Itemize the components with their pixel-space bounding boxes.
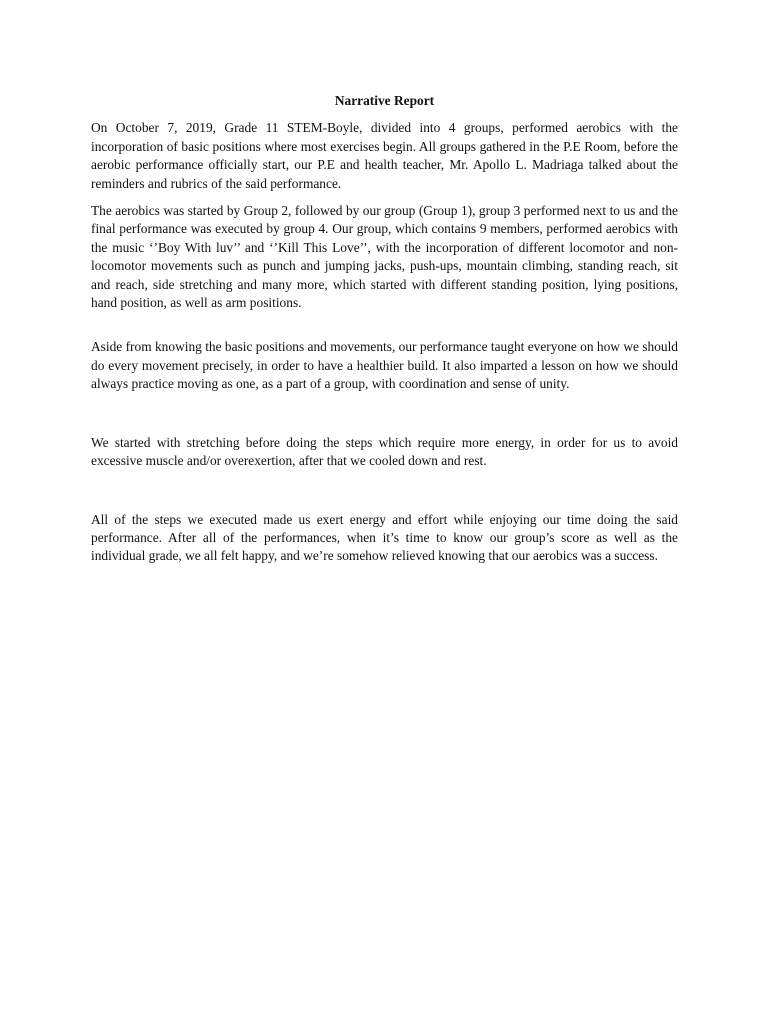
document-body bbox=[91, 92, 678, 566]
paragraph-performance-order: The aerobics was started by Group 2, followed by our group (Group 1), group 3 performed next to us and the final performance was executed by group 4. Our group, which contains 9 members, performed aerobics with the music ‘’Boy With luv’’ and ‘’Kill This Love’’, with the incorporation of different locomotor and non-locomotor movements such as punch and jumping jacks, push-ups, mountain climbing, standing reach, sit and reach, side stretching and many more, which started with different standing position, lying positions, hand position, as well as arm positions. bbox=[91, 203, 678, 311]
paragraph-conclusion: All of the steps we executed made us exert energy and effort while enjoying our time doing the said performance. After all of the performances, when it’s time to know our group’s score as well as the individual grade, we all felt happy, and we’re somehow relieved knowing that our aerobics was a success. bbox=[91, 511, 678, 564]
paragraph-lessons: Aside from knowing the basic positions and movements, our performance taught everyone on how we should do every movement precisely, in order to have a healthier build. It also imparted a lesson on how we should always practice moving as one, as a part of a group, with coordination and sense of unity. bbox=[91, 339, 678, 392]
document-title: Narrative Report bbox=[334, 93, 435, 108]
paragraph-stretching: We started with stretching before doing the steps which require more energy, in order for us to avoid excessive muscle and/or overexertion, after that we cooled down and rest. bbox=[91, 434, 678, 469]
paragraph-intro: On October 7, 2019, Grade 11 STEM-Boyle, divided into 4 groups, performed aerobics with the incorporation of basic positions where most exercises begin. All groups gathered in the P.E Room, before the aerobic performance officially start, our P.E and health teacher, Mr. Apollo L. Madriaga talked about the reminders and rubrics of the said performance. bbox=[91, 120, 678, 191]
